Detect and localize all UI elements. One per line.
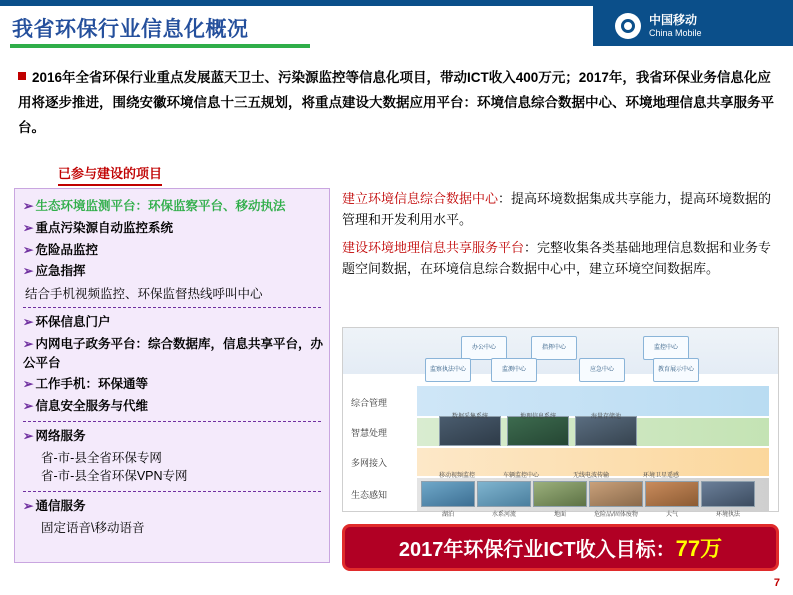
brand-text (649, 14, 702, 38)
title-underline (10, 44, 310, 48)
page-title: 我省环保行业信息化概况 (12, 18, 249, 41)
list-item (23, 397, 323, 416)
diagram-photo (421, 481, 475, 507)
diagram-caption: 无线电波传输 (572, 473, 609, 479)
diagram-node: 办公中心 (461, 336, 507, 360)
goal-value: 77万 (675, 536, 723, 561)
diagram-node: 监察执法中心 (425, 358, 471, 382)
right-description (342, 188, 780, 286)
diagram-photo (477, 481, 531, 507)
list-item-label: 省-市-县全省环保专网 (41, 450, 162, 465)
list-item (23, 335, 323, 373)
diagram-node: 应急中心 (579, 358, 625, 382)
arrow-icon: ➢ (23, 399, 34, 413)
list-item (23, 375, 323, 394)
divider (23, 421, 321, 422)
list-item (23, 197, 323, 216)
diagram-node: 监控中心 (643, 336, 689, 360)
list-item-label: 固定语音\移动语音 (41, 520, 145, 535)
diagram-caption: 危险品/固体废物 (594, 512, 638, 518)
diagram-caption: 地理信息系统 (519, 414, 556, 420)
arrow-icon: ➢ (23, 499, 34, 513)
arrow-icon: ➢ (23, 242, 34, 257)
diagram-layer-label: 综合管理 (351, 398, 388, 408)
diagram-photo (439, 416, 501, 446)
arrow-icon: ➢ (23, 315, 34, 329)
list-item (41, 519, 323, 538)
list-item (23, 313, 323, 332)
list-item (25, 284, 323, 302)
diagram-caption: 湖泊 (441, 512, 454, 518)
list-item-label: 信息安全服务与代维 (35, 399, 148, 413)
diagram-photo (701, 481, 755, 507)
diagram-photo (575, 416, 637, 446)
diagram-node: 教育展示中心 (653, 358, 699, 382)
architecture-diagram (342, 327, 779, 518)
diagram-caption: 环境卫星遥感 (642, 473, 679, 479)
goal-label: 2017年环保行业ICT收入目标： (398, 539, 676, 561)
brand-logo-area (593, 6, 793, 46)
brand-name-en: China Mobile (649, 27, 702, 38)
diagram-caption: 大气 (665, 512, 678, 518)
list-item (23, 262, 323, 281)
diagram-photo (589, 481, 643, 507)
arrow-icon: ➢ (23, 377, 34, 392)
diagram-node: 监测中心 (491, 358, 537, 382)
description-paragraph-2 (342, 237, 780, 280)
arrow-icon: ➢ (23, 336, 34, 351)
list-item (41, 467, 323, 486)
diagram-caption: 海量存储池 (590, 414, 621, 420)
diagram-caption: 水系河流 (491, 512, 516, 518)
list-item-label: 生态环境监测平台：环保监察平台、移动执法 (35, 199, 286, 213)
highlight-text: 建设环境地理信息共享服务平台 (342, 239, 525, 255)
list-item-label: 环保信息门户 (35, 315, 111, 329)
diagram-caption: 数据采集系统 (451, 414, 488, 420)
diagram-node: 指挥中心 (531, 336, 577, 360)
description-paragraph-1 (342, 188, 780, 231)
list-item (23, 427, 323, 446)
intro-text: 2016年全省环保行业重点发展蓝天卫士、污染源监控等信息化项目，带动ICT收入400万元；2017年，我省环保业务信息化应用将逐步推进，围绕安徽环境信息十三五规划，将重点建设大数据应用平台：环境信息综合数据中心、环境地理信息共享服务平台。 (18, 70, 774, 135)
body-text: ：提高环境数据集成共享能力，提高环境数据的管理和开发利用水平。 (342, 191, 772, 228)
brand-name-cn: 中国移动 (649, 12, 698, 27)
list-item (23, 241, 323, 260)
diagram-caption: 地面 (553, 512, 566, 518)
list-item (23, 219, 323, 238)
diagram-photo (507, 416, 569, 446)
list-item-label: 应急指挥 (35, 264, 86, 279)
diagram-layer-label: 智慧处理 (351, 428, 388, 438)
diagram-layer-label: 生态感知 (351, 490, 388, 500)
left-panel-title: 已参与建设的项目 (58, 163, 162, 186)
square-bullet-icon (18, 72, 26, 80)
list-item (41, 449, 323, 468)
list-item-label: 通信服务 (35, 499, 86, 513)
list-item-label: 工作手机：环保通等 (35, 377, 148, 392)
diagram-layer-label: 多网接入 (351, 458, 388, 468)
diagram-caption: 移动视频监控 (438, 473, 475, 479)
list-item-label: 危险品监控 (35, 242, 98, 257)
arrow-icon: ➢ (23, 264, 34, 279)
diagram-caption: 环境执法 (715, 512, 740, 518)
goal-callout-box (342, 524, 779, 571)
list-item (23, 497, 323, 516)
list-item-label: 网络服务 (35, 428, 86, 443)
list-item-label: 内网电子政务平台：综合数据库，信息共享平台，办公平台 (23, 336, 323, 370)
arrow-icon: ➢ (23, 199, 34, 213)
list-item-label: 省-市-县全省环保VPN专网 (41, 469, 188, 484)
participated-projects-panel (14, 188, 330, 563)
diagram-photo (645, 481, 699, 507)
page-number: 7 (773, 577, 780, 589)
body-text: ：完整收集各类基础地理信息数据和业务专题空间数据，在环境信息综合数据中心中，建立环境空间数据库。 (342, 239, 772, 277)
slide-header (0, 0, 793, 52)
diagram-photo (533, 481, 587, 507)
china-mobile-logo-icon (615, 13, 641, 39)
arrow-icon: ➢ (23, 428, 34, 443)
arrow-icon: ➢ (23, 220, 34, 235)
diagram-caption: 车辆监控中心 (502, 473, 539, 479)
list-item-label: 结合手机视频监控、环保监督热线呼叫中心 (25, 287, 263, 301)
intro-paragraph (18, 66, 776, 141)
divider (23, 307, 321, 308)
list-item-label: 重点污染源自动监控系统 (35, 220, 173, 235)
divider (23, 491, 321, 492)
highlight-text: 建立环境信息综合数据中心 (342, 191, 499, 206)
